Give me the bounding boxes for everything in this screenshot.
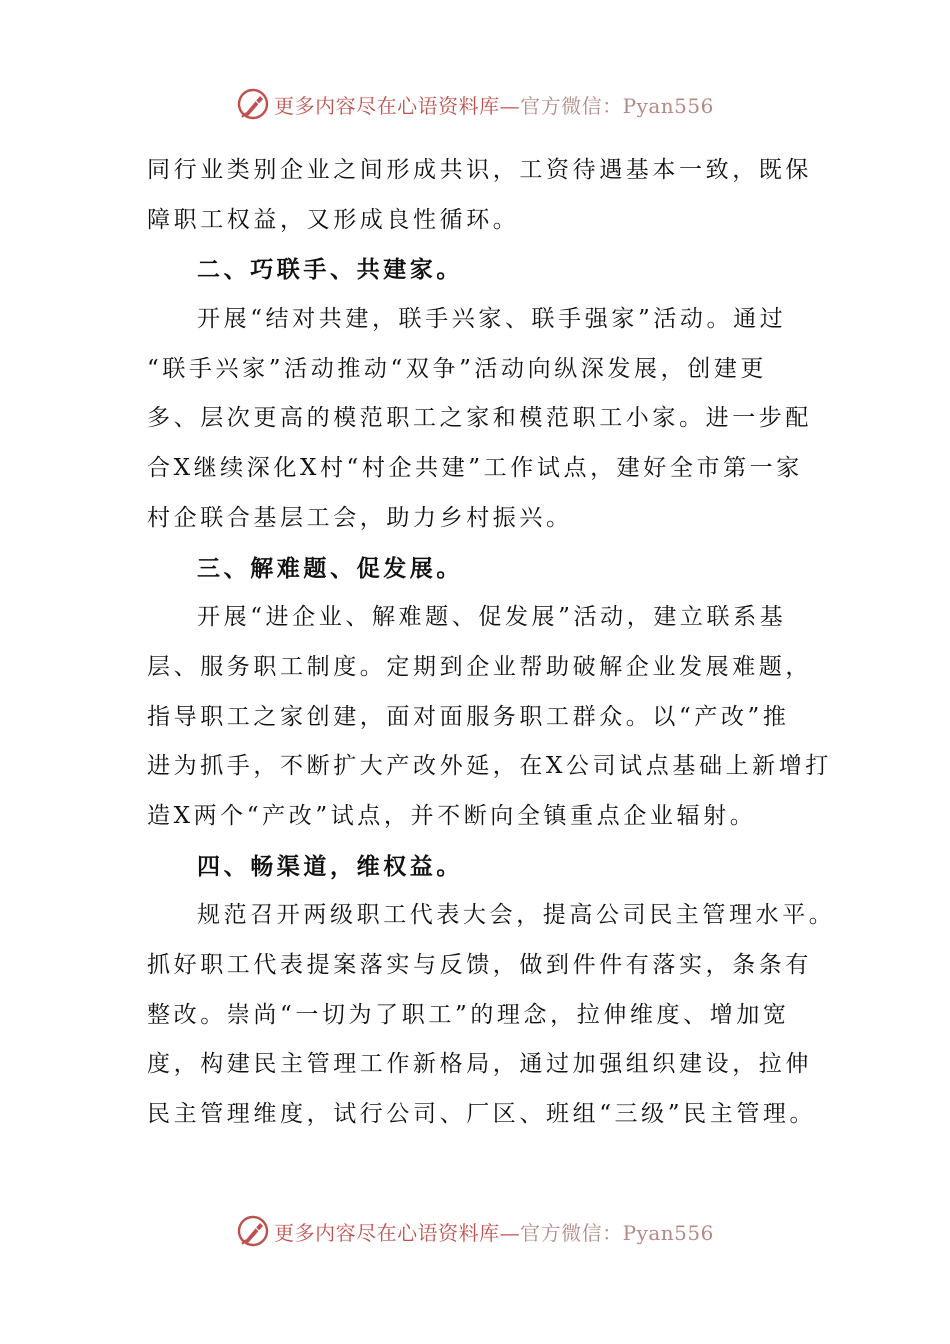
paragraph-line: 合X继续深化X村“村企共建”工作试点，建好全市第一家 (147, 455, 803, 482)
section-heading: 二、巧联手、共建家。 (197, 256, 463, 284)
quill-logo-icon (236, 1214, 270, 1248)
paragraph-line: 进为抓手，不断扩大产改外延，在X公司试点基础上新增打 (147, 753, 832, 780)
section-heading: 四、畅渠道，维权益。 (197, 852, 463, 880)
document-body (147, 146, 836, 1140)
paragraph-line: 多、层次更高的模范职工之家和模范职工小家。进一步配 (147, 405, 812, 432)
paragraph-line: 规范召开两级职工代表大会，提高公司民主管理水平。 (197, 902, 836, 929)
paragraph-line: 开展“进企业、解难题、促发展”活动，建立联系基 (197, 604, 787, 631)
footer-watermark-banner (0, 1211, 950, 1251)
quill-logo-icon (236, 87, 270, 121)
paragraph-line: 层、服务职工制度。定期到企业帮助破解企业发展难题， (147, 653, 812, 680)
paragraph-line: 指导职工之家创建，面对面服务职工群众。以“产改”推 (147, 703, 790, 730)
footer-banner-wechat: 官方微信：Pyan556 (520, 1220, 714, 1245)
header-banner-text: 更多内容尽在心语资料库— (274, 93, 521, 118)
paragraph-line: 村企联合基层工会，助力乡村振兴。 (147, 504, 573, 531)
paragraph-line: 度，构建民主管理工作新格局，通过加强组织建设，拉伸 (147, 1051, 812, 1078)
paragraph-line: 民主管理维度，试行公司、厂区、班组“三级”民主管理。 (147, 1101, 817, 1128)
section-heading: 三、解难题、促发展。 (197, 554, 463, 582)
header-banner-wechat: 官方微信：Pyan556 (520, 93, 714, 118)
paragraph-line: “联手兴家”活动推动“双争”活动向纵深发展，创建更 (147, 355, 768, 382)
paragraph-line: 抓好职工代表提案落实与反馈，做到件件有落实，条条有 (147, 952, 812, 978)
paragraph-line: 整改。崇尚“一切为了职工”的理念，拉伸维度、增加宽 (147, 1001, 790, 1028)
paragraph-line: 开展“结对共建，联手兴家、联手强家”活动。通过 (197, 306, 787, 333)
footer-banner-text: 更多内容尽在心语资料库— (274, 1220, 521, 1245)
header-watermark-banner (0, 84, 950, 124)
paragraph-line: 障职工权益，又形成良性循环。 (147, 206, 520, 233)
paragraph-line: 同行业类别企业之间形成共识，工资待遇基本一致，既保 (147, 157, 812, 183)
paragraph-line: 造X两个“产改”试点，并不断向全镇重点企业辐射。 (147, 802, 757, 829)
